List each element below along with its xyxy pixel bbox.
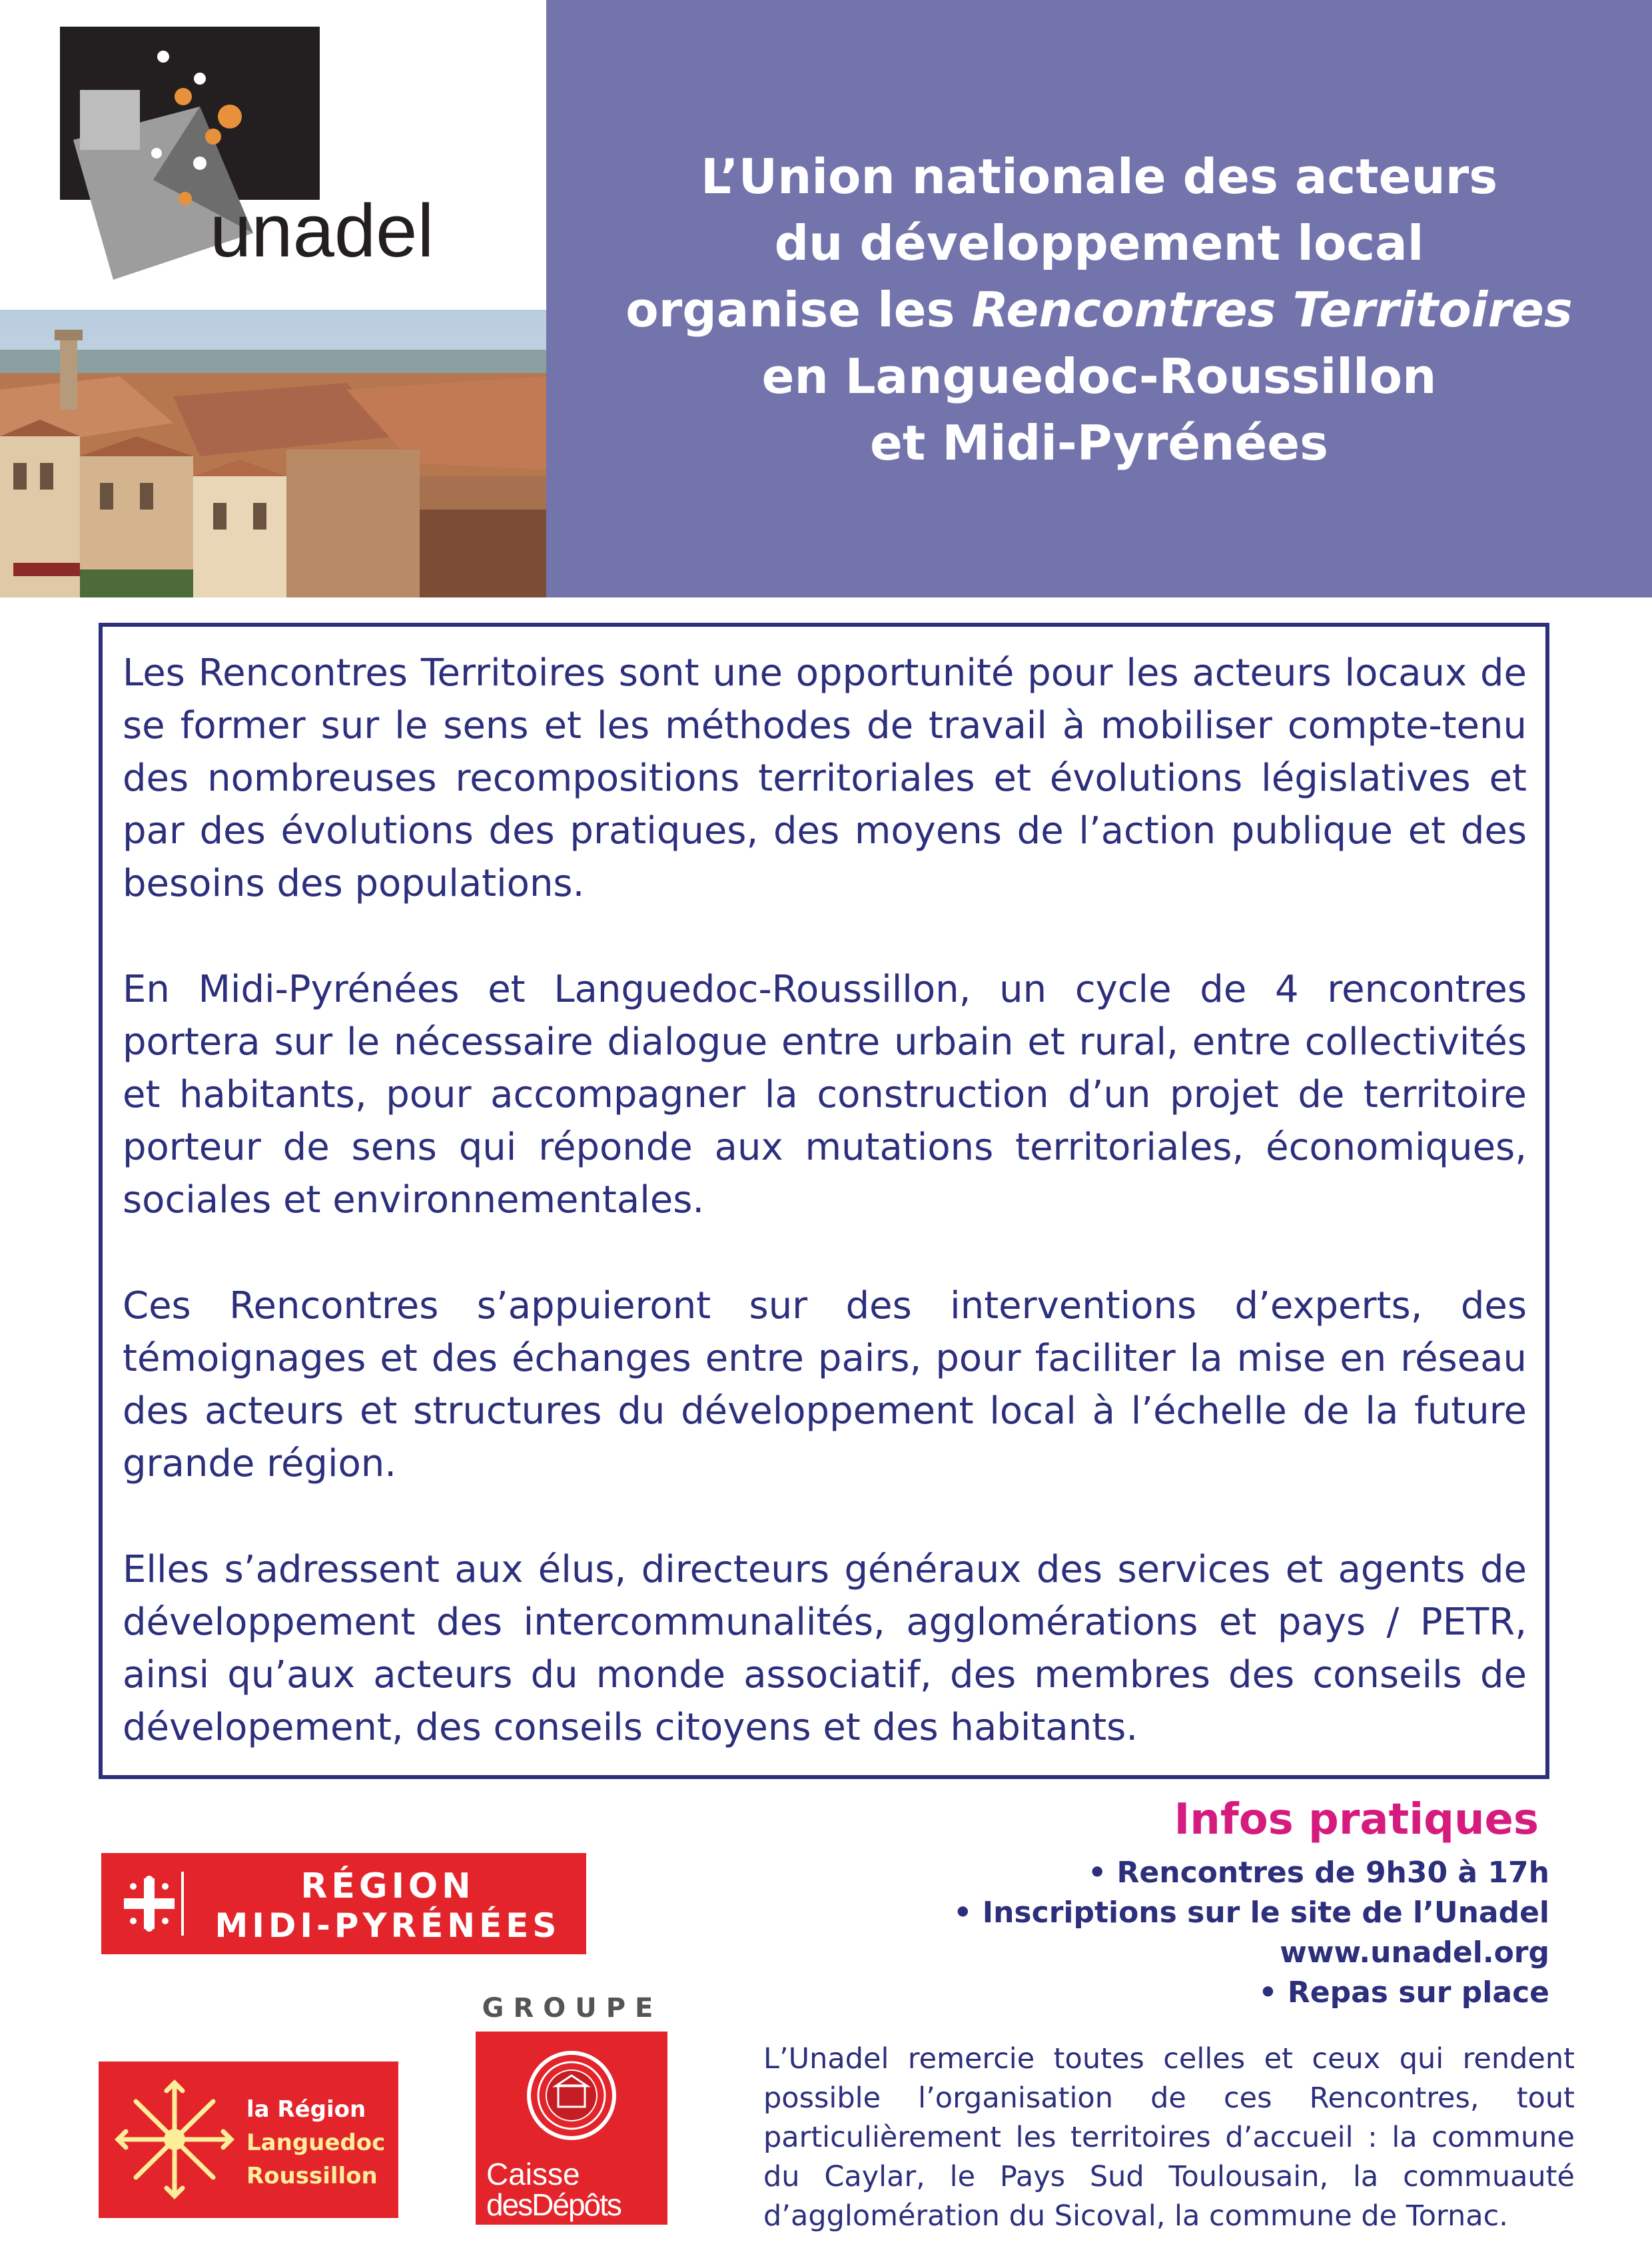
- unadel-logo-graphic: [0, 0, 546, 310]
- occitan-cross-icon: [124, 1876, 175, 1932]
- region-mp-line2: MIDI-PYRÉNÉES: [214, 1906, 561, 1945]
- cdc-seal-icon: [525, 2049, 618, 2142]
- region-languedoc-roussillon-logo: [99, 2061, 398, 2218]
- unadel-logo-text: unadel: [210, 189, 434, 272]
- cdc-line2: desDépôts: [486, 2187, 621, 2222]
- title-line-3: [586, 276, 1612, 343]
- title-line-1: L’Union nationale des acteurs: [700, 149, 1498, 204]
- town-rooftops-photo: [0, 310, 546, 597]
- paragraph-intro: Les Rencontres Territoires sont une opportunité pour les acteurs locaux de se former sur le sens et les méthodes de travail à mobiliser compte-tenu des nombreuses recompositions territoriales et évolutions législatives et par des évolutions des pratiques, des moyens de l’action publique et des besoins des populations.: [123, 651, 1527, 905]
- region-lr-line1: la Région: [246, 2096, 366, 2123]
- thanks-paragraph: L’Unadel remercie toutes celles et ceux qui rendent possible l’organisation de ces Rencontres, tout particulièrement les territoires d’accueil : la commune du Caylar, le Pays Sud Toulousain, la commuauté d’agglomération du Sicoval, la commune de Tornac.: [763, 2042, 1575, 2233]
- description-box: [99, 623, 1549, 1779]
- title-line-4: en Languedoc-Roussillon: [761, 348, 1437, 404]
- page-title: [586, 143, 1612, 476]
- infos-pratiques-heading: Infos pratiques: [1174, 1795, 1539, 1844]
- title-line-5: et Midi-Pyrénées: [870, 415, 1328, 471]
- info-hours: • Rencontres de 9h30 à 17h: [1088, 1856, 1549, 1890]
- info-registration: • Inscriptions sur le site de l’Unadel www.unadel.org: [953, 1896, 1549, 1970]
- cdc-groupe-label: GROUPE: [482, 1993, 663, 2024]
- cdc-line1: Caisse: [486, 2157, 580, 2191]
- region-mp-line1: RÉGION: [300, 1866, 475, 1906]
- languedoc-sun-icon: [108, 2076, 241, 2203]
- region-lr-line2: Languedoc: [246, 2129, 386, 2156]
- info-meals: • Repas sur place: [1258, 1976, 1549, 2010]
- paragraph-audience: Elles s’adressent aux élus, directeurs généraux des services et agents de développement des intercommunalités, agglomérations et pays / PETR, ainsi qu’aux acteurs du monde associatif, des membres des conseils de dévelopement, des conseils citoyens et des habitants.: [123, 1548, 1527, 1749]
- infos-list: [699, 1853, 1549, 2013]
- unadel-logo: [0, 0, 546, 310]
- logo-separator: [181, 1872, 184, 1936]
- caisse-des-depots-logo: [476, 2032, 667, 2225]
- region-lr-line3: Roussillon: [246, 2163, 378, 2189]
- title-event-name: Rencontres Territoires: [971, 282, 1573, 338]
- paragraph-cycle: En Midi-Pyrénées et Languedoc-Roussillon, un cycle de 4 rencontres portera sur le nécessaire dialogue entre urbain et rural, entre collectivités et habitants, pour accompagner la construction d’un projet de territoire porteur de sens qui réponde aux mutations territoriales, économiques, sociales et environnementales.: [123, 968, 1527, 1222]
- region-midi-pyrenees-logo: [101, 1853, 586, 1954]
- title-line-2: du développement local: [774, 215, 1424, 271]
- title-line-3-prefix: organise les: [625, 282, 955, 338]
- paragraph-format: Ces Rencontres s’appuieront sur des interventions d’experts, des témoignages et des échanges entre pairs, pour faciliter la mise en réseau des acteurs et structures du développement local à l’échelle de la future grande région.: [123, 1284, 1527, 1485]
